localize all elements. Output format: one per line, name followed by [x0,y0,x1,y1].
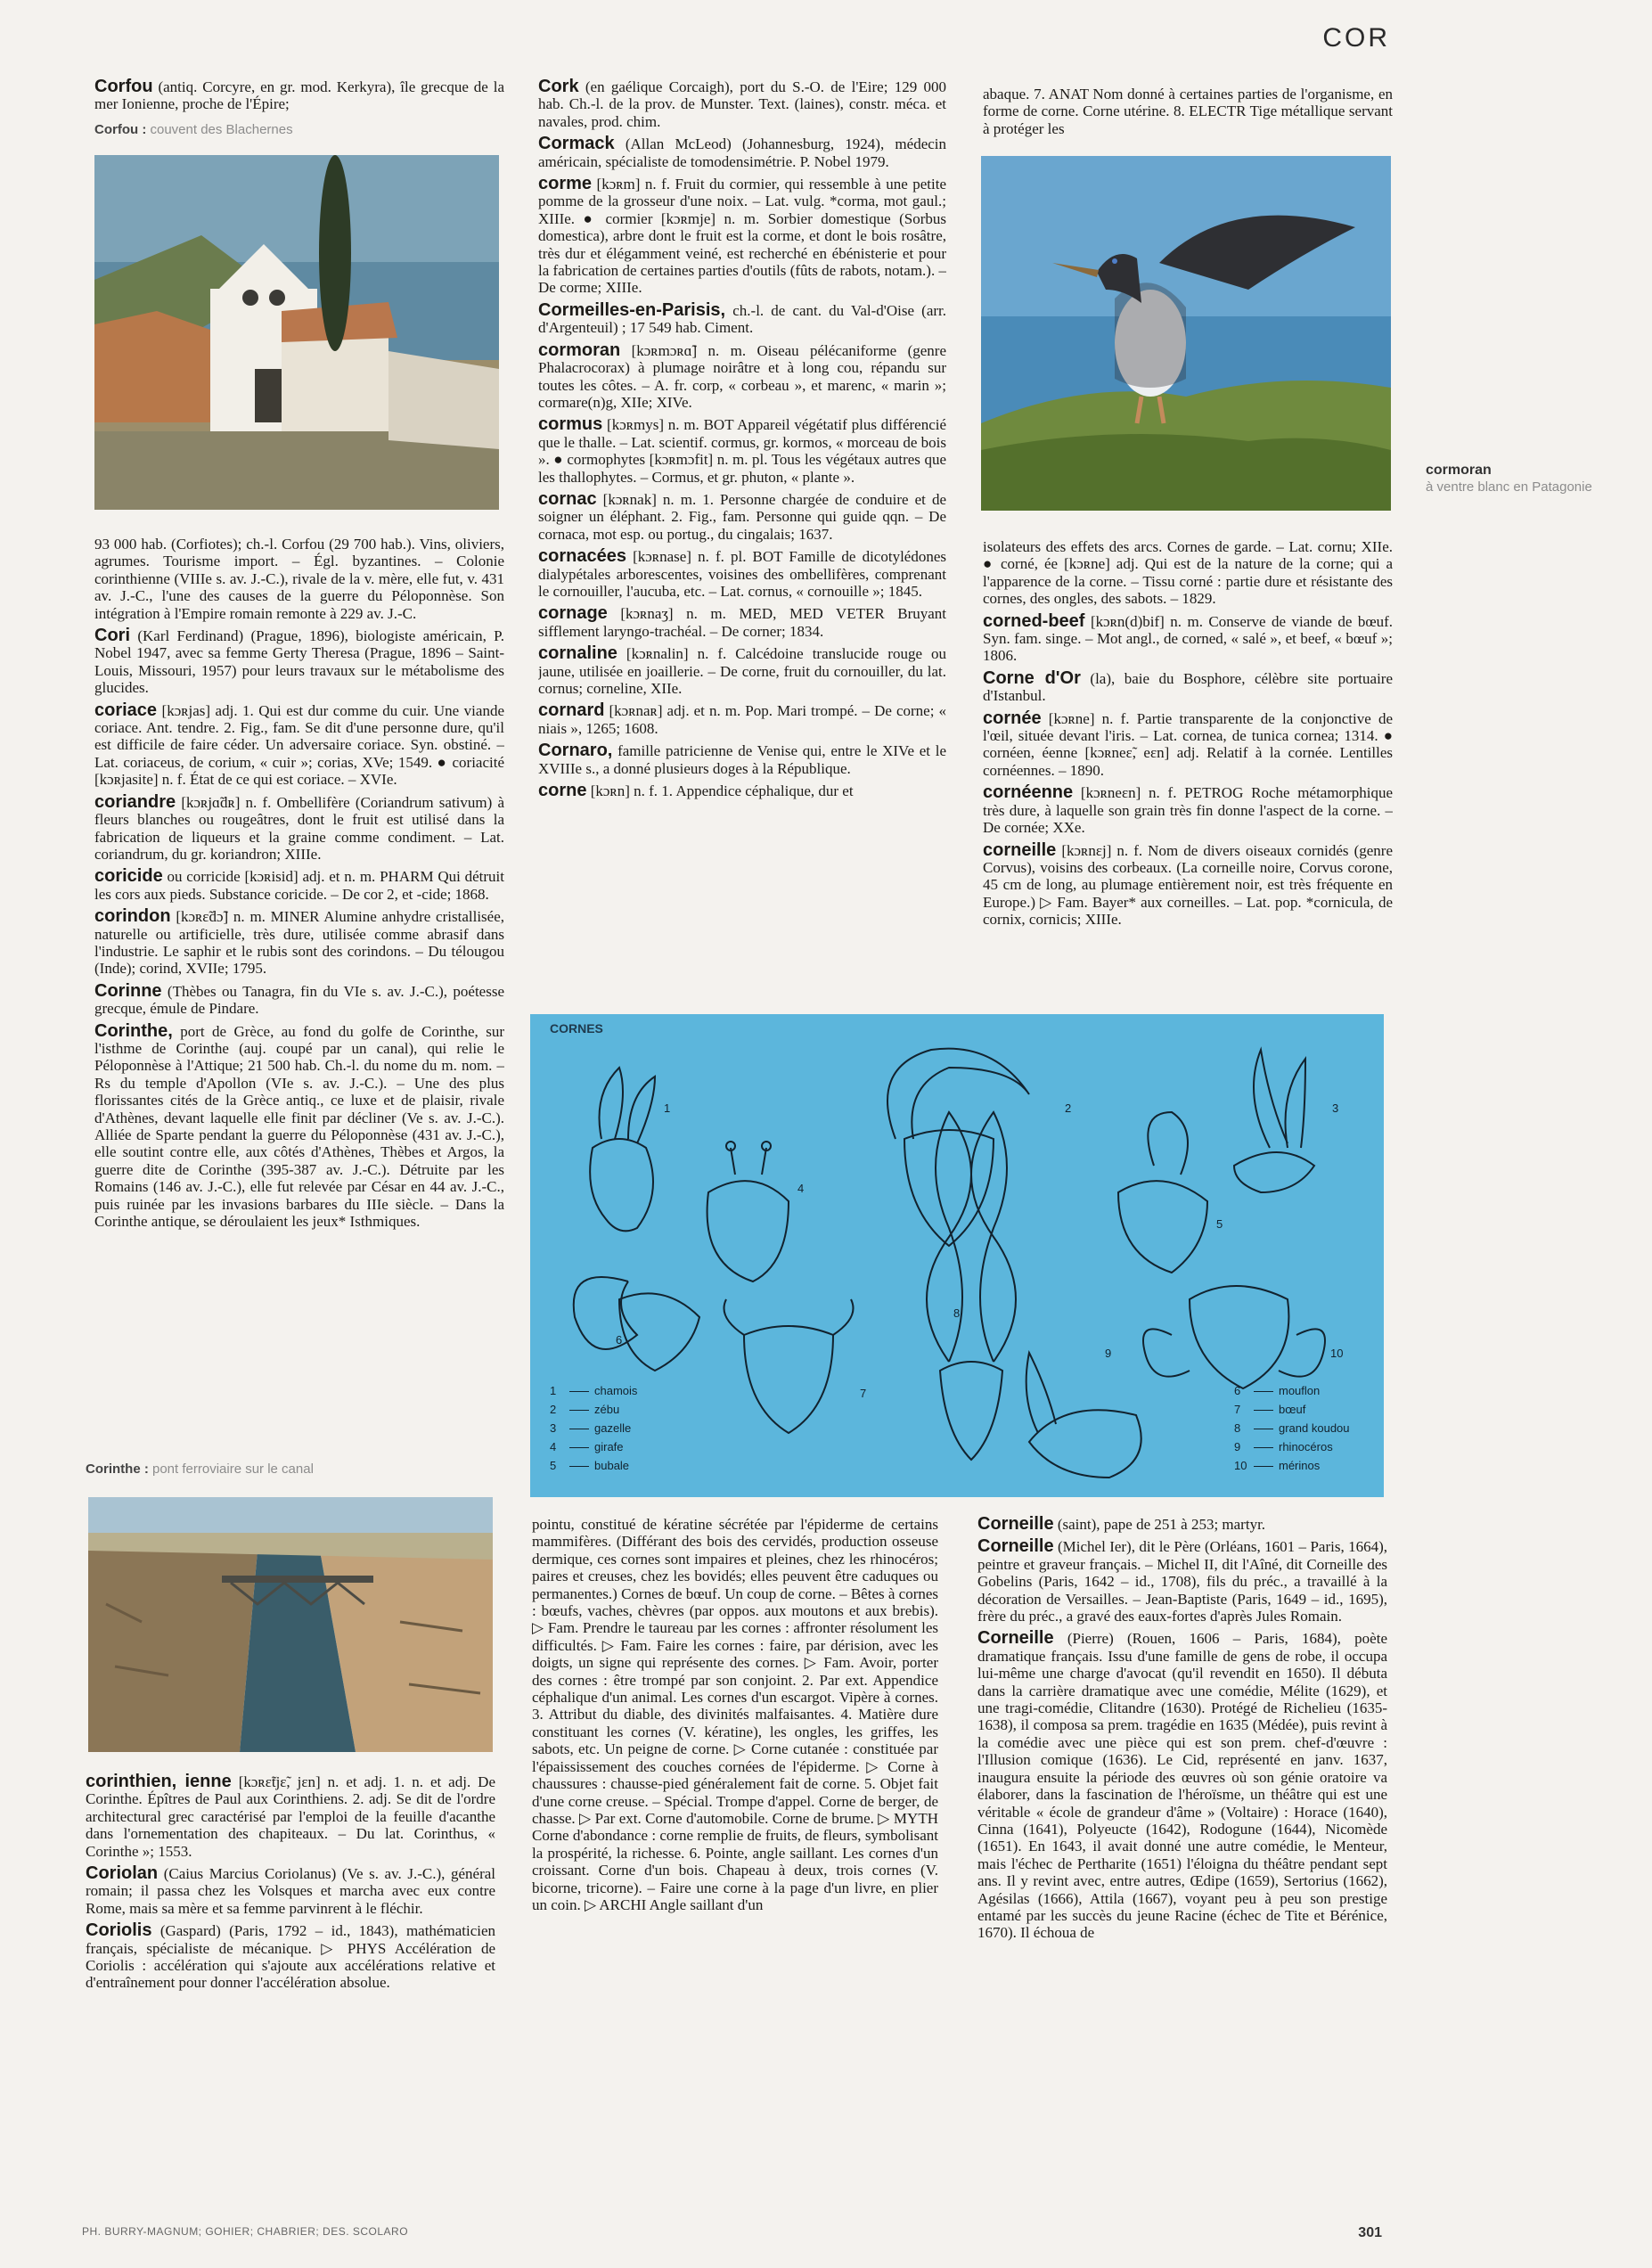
headword-cormeilles: Cormeilles-en-Parisis, [538,299,726,320]
entry-cormeilles: ch.-l. de cant. du Val-d'Oise (arr. d'Argenteuil) ; 17 549 hab. Ciment. [538,301,946,337]
svg-text:7: 7 [860,1387,867,1400]
cormorant-illustration [981,156,1391,511]
entry-coriolan: (Caius Marcius Coriolanus) (Ve s. av. J.-C.), général romain; il passa chez les Volsques et marcha avec eux contre Rome, mais sa mère et sa femme parvinrent à le fléchir. [86,1865,495,1917]
entry-cork: (en gaélique Corcaigh), port du S.-O. de l'Eire; 129 000 hab. Ch.-l. de la prov. de Munster. Text. (laines), constr. méca. et navales, prod. chim. [538,78,946,130]
headword-coricide: coricide [94,866,163,887]
column-3 [983,538,1393,993]
entry-cornard: [kɔʀnaʀ] adj. et n. m. Pop. Mari trompé. – De corne; « niais », 1265; 1608. [538,702,946,737]
headword-corindon: corindon [94,906,171,927]
headword-corneille-michel: Corneille [977,1536,1054,1557]
entry-corindon: [kɔʀɛ̃dɔ̃] n. m. MINER Alumine anhydre cristallisée, naturelle ou artificielle, très dure, utilisée comme abrasif dans l'industrie. Le saphir et le rubis sont des corindons. – Du télougou (Inde); corind, XVIIe; 1795. [94,908,504,978]
legend-item: 1 chamois [550,1384,638,1397]
headword-cork: Cork [538,78,579,96]
headword-cornaline: cornaline [538,643,617,664]
entry-corne: [kɔʀn] n. f. 1. Appendice céphalique, dur et [590,782,854,800]
legend-item: 6 mouflon [1234,1384,1321,1397]
entry-corinthe: port de Grèce, au fond du golfe de Corinthe, sur l'isthme de Corinthe (auj. coupé par un canal), qui relie le Péloponnèse à l'Attique; 21 500 hab. Ch.-l. du nome du m. nom. – Rs du temple d'Apollon (VIe s. av. J.-C.). – Une des plus florissantes cités de la Grèce antiq., ce luxe et de plaisir, rivale d'Athènes, devant laquelle elle finit par décliner (Ve s. av. J.-C.). Alliée de Sparte pendant la guerre du Péloponnèse (431 av. J.-C.), elle soutint contre elle, aux côtés d'Athènes, Thèbes et Argos, la guerre dite de Corinthe (395-387 av. J.-C.). Détruite par les Romains (146 av. J.-C.), elle fut relevée par César en 44 av. J.-C., puis ruinée par les invasions barbares du IIIe siècle. – Dans la Corinthe antique, se déroulaient les jeux* Isthmiques. [94,1022,504,1231]
headword-cormoran: cormoran [538,340,621,360]
entry-corfou-top: (antiq. Corcyre, en gr. mod. Kerkyra), île grecque de la mer Ionienne, proche de l'Épire; [94,78,504,113]
page-number: 301 [1358,2225,1382,2240]
svg-text:5: 5 [1216,1217,1223,1231]
headword-cornee: cornée [983,708,1042,728]
entry-corinthien: [kɔʀɛ̃tjɛ̃, jɛn] n. et adj. 1. n. et adj. De Corinthe. Épîtres de Paul aux Corinthiens. 2. adj. Se dit de l'ordre architectural grec caractérisé par l'emploi de la feuille d'acanthe dans l'ornementation des chapiteaux. – Du lat. Corinthus, « Corinthe »; 1553. [86,1773,495,1860]
photo-corinth-canal [88,1497,493,1752]
entry-cornage: [kɔʀnaʒ] n. m. MED, MED VETER Bruyant sifflement laryngo-trachéal. – De corner; 1834. [538,605,946,640]
headword-cornacees: cornacées [538,546,626,567]
entry-cormoran: [kɔʀmɔʀɑ̃] n. m. Oiseau pélécaniforme (genre Phalacrocorax) à plumage noirâtre et à long cou, répandu sur toutes les côtes. – A. fr. corp, « corbeau », et marenc, « marin »; cormare(n)g, XIIe; XIVe. [538,341,946,411]
legend-item: 8 grand koudou [1234,1421,1350,1435]
photo-cormoran [981,156,1391,511]
svg-text:8: 8 [953,1306,961,1320]
entry-corneille-pierre: (Pierre) (Rouen, 1606 – Paris, 1684), poète dramatique français. Issu d'une famille de gens de robe, il occupa lui-même une charge d'avocat (qu'il revendit en 1650). Il débuta dans la carrière dramatique avec une comédie, Mélite (1629), et une tragi-comédie, Clitandre (1630). Protégé de Richelieu (1635-1638), il composa sa prem. tragédie en 1635 (Médée), puis revint à la comédie avec une pièce qui est son prem. chef-d'œuvre : l'Illusion comique (1636). Le Cid, représenté en janv. 1637, inaugura ensuite la période des œuvres où son génie oratoire va élaborer, dans la fascination de l'héroïsme, un théâtre qui est une véritable « école de grandeur d'âme » (Voltaire) : Horace (1640), Cinna (1641), Polyeucte (1642), Rodogune (1644), Nicomède (1651). En 1643, il avait donné une autre comédie, le Menteur, mais l'échec de Pertharite (1651) l'éloigna du théâtre pendant sept ans. Il y revint avec, entre autres, Œdipe (1659), Sertorius (1662), Agésilas (1666), Attila (1667), voyant peu à peu son prestige entamé par les succès du jeune Racine (échec de Tite et Bérénice, 1670). Il échoua de [977,1630,1387,1942]
entry-cormack: (Allan McLeod) (Johannesburg, 1924), médecin américain, spécialiste de tomodensimétrie. P. Nobel 1979. [538,135,946,170]
entry-cornac: [kɔʀnak] n. m. 1. Personne chargée de conduire et de soigner un éléphant. 2. Fig., fam. Personne qui guide qqn. – De cornaca, mot esp. ou portug., du cingalais; 1637. [538,490,946,543]
headword-corneille-pierre: Corneille [977,1628,1054,1649]
column-1-lower [86,1773,495,2076]
entry-corne-cont-bottom: isolateurs des effets des arcs. Cornes de garde. – Lat. cornu; XIIe. ● corné, ée [kɔʀne] adj. Qui est de la nature de la corne; qui a l'apparence de la corne. – Tissu corné : partie dure et résistante des cornes, des ongles, des sabots. – 1829. [983,538,1393,608]
entry-corned-beef: [kɔʀn(d)bif] n. m. Conserve de viande de bœuf. Syn. fam. singe. – Mot angl., de corned, « salé », et beef, « bœuf »; 1806. [983,612,1393,665]
entry-corne-dor: (la), baie du Bosphore, célèbre site portuaire d'Istanbul. [983,669,1393,705]
headword-corinne: Corinne [94,980,162,1001]
svg-text:2: 2 [1065,1101,1072,1115]
headword-corme: corme [538,174,593,194]
entry-corme: [kɔʀm] n. f. Fruit du cormier, qui ressemble à une petite pomme de la grosseur d'une noix. – Lat. vulg. *corma, mot gaul.; XIIIe. ● cormier [kɔʀmje] n. m. Sorbier domestique (Sorbus domestica), arbre dont le fruit est la corme, et dont le bois rosâtre, très dur et élégamment veiné, est recherché en ébénisterie et pour la fabrication de certaines parties d'outils (fûts de rabots, notam.). – De corme; XIIIe. [538,176,946,297]
headword-corneille-saint: Corneille [977,1516,1054,1534]
entry-corneille: [kɔʀnɛj] n. f. Nom de divers oiseaux cornidés (genre Corvus), voisins des corbeaux. (La corneille noire, Corvus corone, 45 cm de long, au plumage entièrement noir, est très fréquente en Europe.) ▷ Fam. Bayer* aux corneilles. – Lat. pop. *cornicula, de cornix, cornicis; XIIIe. [983,841,1393,929]
caption-cormoran [1426,462,1604,495]
svg-text:3: 3 [1332,1101,1339,1115]
entry-corneenne: [kɔʀneɛn] n. f. PETROG Roche métamorphique très dure, à laquelle son grain très fin donne l'aspect de la corne. – De cornée; XXe. [983,784,1393,837]
svg-text:10: 10 [1330,1347,1344,1360]
entry-corinne: (Thèbes ou Tanagra, fin du VIe s. av. J.-C.), poétesse grecque, émule de Pindare. [94,982,504,1018]
caption-corinthe-label: Corinthe : [86,1462,149,1477]
column-2-lower [532,1516,938,2077]
entry-cornee: [kɔʀne] n. f. Partie transparente de la conjonctive de l'œil, située devant l'iris. – Lat. cornea, de tunica cornea; 1314. ● cornéen, éenne [kɔʀneɛ̃, eɛn] adj. Relatif à la cornée. Lentilles cornéennes. – 1890. [983,709,1393,779]
svg-text:1: 1 [664,1101,671,1115]
headword-corneille: corneille [983,839,1057,860]
plate-title: CORNES [550,1021,603,1036]
legend-item: 3 gazelle [550,1421,632,1435]
headword-corneenne: cornéenne [983,782,1074,803]
headword-coriandre: coriandre [94,791,176,812]
entry-corfou-cont: 93 000 hab. (Corfiotes); ch.-l. Corfou (29 700 hab.). Vins, oliviers, agrumes. Tourisme import. – Égl. byzantines. – Colonie corinthienne (VIIIe s. av. J.-C.), rivale de la v. mère, elle fut, v. 431 av. J.-C., l'une des causes de la guerre du Péloponnèse. Son intégration à l'Empire romain remonte à 229 av. J.-C. [94,536,504,622]
svg-text:9: 9 [1105,1347,1112,1360]
caption-corfou-text: couvent des Blachernes [146,122,293,137]
column-3-top [983,86,1393,139]
headword-cormack: Cormack [538,134,615,154]
headword-corinthien: corinthien, ienne [86,1773,232,1791]
entry-corne-cont-top: abaque. 7. ANAT Nom donné à certaines parties de l'organisme, en forme de corne. Corne utérine. 8. ELECTR Tige métallique servant à protéger les [983,86,1393,137]
entry-coriandre: [kɔʀjɑ̃dʀ] n. f. Ombellifère (Coriandrum sativum) à fleurs blanches ou rougeâtres, dont le fruit est utilisé dans la fabrication de liqueurs et la graine comme condiment. – Lat. coriandrum, du gr. koriandron; XIIIe. [94,793,504,863]
headword-coriolis: Coriolis [86,1920,152,1941]
entry-cornaline: [kɔʀnalin] n. f. Calcédoine translucide rouge ou jaune, utilisée en joaillerie. – De corne, fruit du cornouiller, du lat. cornus; corneline, XIIe. [538,645,946,697]
entry-coricide: ou corricide [kɔʀisid] adj. et n. m. PHARM Qui détruit les cors aux pieds. Substance coricide. – De cor 2, et -cide; 1868. [94,868,504,903]
entry-coriace: [kɔʀjas] adj. 1. Qui est dur comme du cuir. Une viande coriace. Ant. tendre. 2. Fig., fam. Se dit d'une personne dure, qu'il est difficile de faire céder. Un adversaire coriace. Syn. obstiné. – Lat. coriaceus, de corium, « cuir »; corias, XVe; 1549. ● coriacité [kɔʀjasite] n. f. État de ce qui est coriace. – XVIe. [94,701,504,789]
headword-coriace: coriace [94,700,158,720]
photo-corfou-monastery [94,155,499,510]
caption-cormoran-label: cormoran [1426,463,1492,478]
caption-corinthe [86,1462,314,1477]
legend-item: 7 bœuf [1234,1403,1306,1416]
legend-item: 5 bubale [550,1459,630,1472]
column-1-body [94,536,504,1462]
headword-cornaro: Cornaro, [538,741,613,761]
monastery-illustration [94,155,499,510]
headword-corned-beef: corned-beef [983,610,1085,631]
cornes-plate [530,1014,1384,1497]
caption-corinthe-text: pont ferroviaire sur le canal [148,1462,314,1477]
entry-cori: (Karl Ferdinand) (Prague, 1896), biologiste américain, P. Nobel 1947, avec sa femme Gerty Theresa (Prague, 1896 – Saint-Louis, Missouri, 1957) pour leurs travaux sur le métabolisme des glucides. [94,627,504,697]
headword-cornage: cornage [538,603,608,624]
legend-item: 4 girafe [550,1440,624,1453]
guide-word: COR [1322,23,1390,53]
entry-corne-cont: pointu, constitué de kératine sécrétée par l'épiderme de certains mammifères. (Différant des bois des cervidés, production osseuse dermique, ces cornes sont impaires et pleines, chez les rhinocéros; paires et creuses, chez les bovidés; elles peuvent être caduques ou permanentes.) Cornes de bœuf. Un coup de corne. – Bêtes à cornes : bœufs, vaches, chèvres (par oppos. aux moutons et aux brebis). ▷ Fam. Prendre le taureau par les cornes : affronter résolument les difficultés. ▷ Fam. Faire les cornes : faire, par dérision, avec les doigts, un signe qui représente des cornes. ▷ Fam. Avoir, porter des cornes : être trompé par son conjoint. 2. Par ext. Appendice céphalique d'un animal. Les cornes d'un escargot. Vipère à cornes. 3. Attribut du diable, des divinités malfaisantes. 4. Matière dure constituant les cornes (V. kératine), les ongles, les griffes, les sabots, etc. Un peigne de corne. ▷ Corne cutanée : constituée par l'épaississement des couches cornées de l'épiderme. ▷ Corne à chaussures : chausse-pied généralement fait de corne. 5. Objet fait d'une corne creuse. – Spécial. Trompe d'appel. Corne de berger, de chasse. ▷ Par ext. Corne d'automobile. Corne de brume. ▷ MYTH Corne d'abondance : corne remplie de fruits, de fleurs, symbolisant la prospérité, la richesse. 6. Pointe, angle saillant. Les cornes d'un croissant. Corne d'un bois. Chapeau à deux, trois cornes (V. bicorne, tricorne). – Faire une corne à la page d'un livre, en plier un coin. ▷ ARCHI Angle saillant d'un [532,1516,938,1913]
headword-corne-dor: Corne d'Or [983,667,1081,688]
entry-coriolis: (Gaspard) (Paris, 1792 – id., 1843), mathématicien français, spécialiste de mécanique. ▷ PHYS Accélération de Coriolis : accélération qui s'ajoute aux accélérations relative et d'entraînement pour donner l'accélération absolue. [86,1922,495,1992]
headword-cori: Cori [94,626,130,646]
column-1 [94,78,504,125]
caption-cormoran-text: à ventre blanc en Patagonie [1426,479,1592,495]
headword-coriolan: Coriolan [86,1863,159,1884]
entry-corneille-saint: (saint), pape de 251 à 253; martyr. [1057,1516,1266,1533]
column-2 [538,78,946,996]
headword-cormus: cormus [538,414,603,435]
entry-corneille-michel: (Michel Ier), dit le Père (Orléans, 1601 – Paris, 1664), peintre et graveur français. – Michel II, dit l'Aîné, dit Corneille des Gobelins (Paris, 1642 – id., 1708), fils du préc., a travaillé à la décoration de Versailles. – Jean-Baptiste (Paris, 1649 – id., 1695), frère du préc., a gravé des eaux-fortes d'après Jules Romain. [977,1538,1387,1625]
headword-corfou: Corfou [94,78,153,96]
canal-illustration [88,1497,493,1752]
entry-cormus: [kɔʀmys] n. m. BOT Appareil végétatif plus différencié que le thalle. – Lat. scientif. cormus, gr. kormos, « morceau de bois ». ● cormophytes [kɔʀmɔfit] n. m. pl. Tous les végétaux autres que les thallophytes. – Cormus, et gr. phuton, « plante ». [538,416,946,486]
legend-item: 9 rhinocéros [1234,1440,1333,1453]
svg-text:4: 4 [797,1182,805,1195]
entry-cornacees: [kɔʀnase] n. f. pl. BOT Famille de dicotylédones dialypétales arborescentes, voisines des ombellifères, comprenant le cornouiller, l'aucuba, etc. – Lat. cornus, « cornouille »; 1845. [538,548,946,600]
entry-cornaro: famille patricienne de Venise qui, entre le XIVe et le XVIIIe s., a donné plusieurs doges à la République. [538,742,946,777]
legend-item: 2 zébu [550,1403,620,1416]
headword-corinthe: Corinthe, [94,1020,173,1041]
legend-left [550,1381,637,1475]
legend-item: 10 mérinos [1234,1459,1321,1472]
caption-corfou [94,122,293,137]
headword-cornard: cornard [538,700,605,721]
svg-text:6: 6 [616,1333,623,1347]
headword-corne: corne [538,781,587,801]
legend-right [1234,1381,1350,1475]
headword-cornac: cornac [538,488,597,509]
photo-credits: PH. BURRY-MAGNUM; GOHIER; CHABRIER; DES. SCOLARO [82,2225,409,2238]
column-3-lower [977,1516,1387,2077]
caption-corfou-label: Corfou : [94,122,147,137]
